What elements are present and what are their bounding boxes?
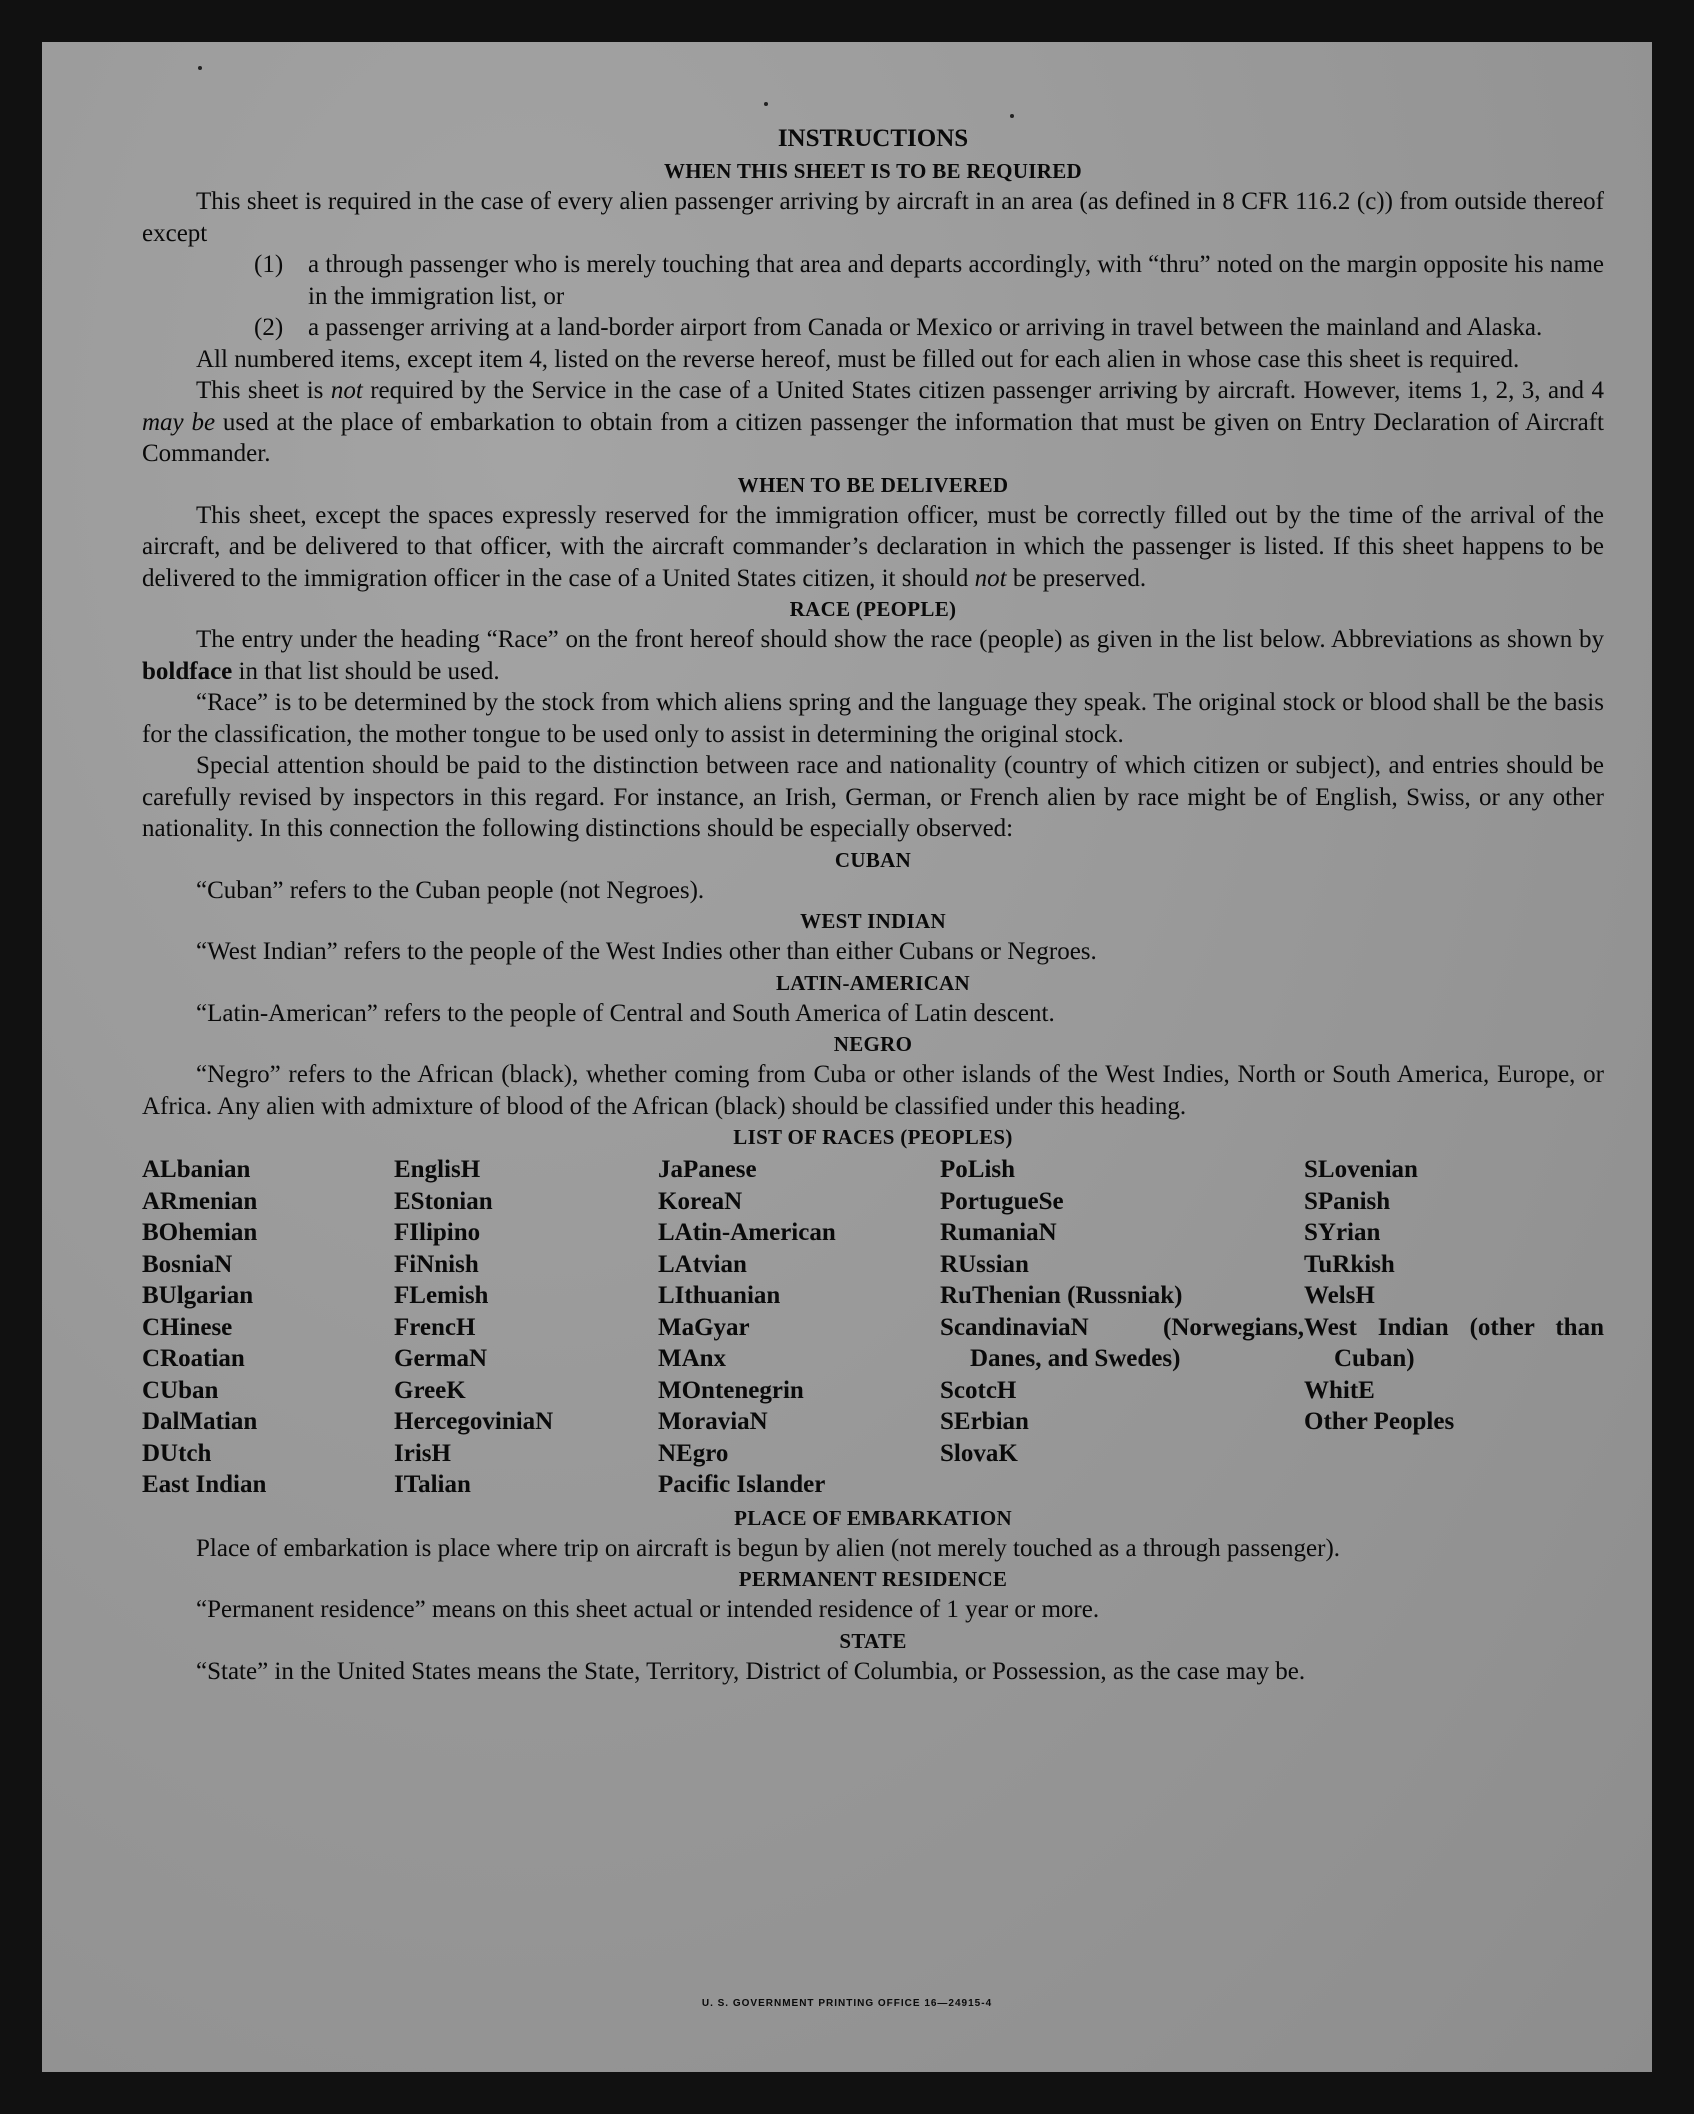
race-entry: ITalian [394,1471,471,1498]
bold-text: boldface [142,657,233,685]
race-entry: IrisH [394,1439,451,1467]
race-entry: TuRkish [1304,1250,1395,1278]
race-entry: FrencH [394,1313,476,1341]
heading-west-indian: WEST INDIAN [800,909,946,933]
list-item [254,249,1604,312]
emphasis: not [974,564,1007,592]
paragraph: “Race” is to be determined by the stock from which aliens spring and the language they speak. The original stock or blood shall be the basis for the classification, the mother tongue to be used only to assist in determining the original stock. [142,689,1604,748]
text-run: in that list should be used. [232,657,500,685]
heading-permanent-residence: PERMANENT RESIDENCE [738,1567,1008,1591]
race-entry: FiNnish [394,1250,479,1278]
dust-speck [764,102,768,106]
races-column [940,1154,1304,1501]
emphasis: may be [142,408,216,436]
races-column [142,1154,394,1501]
race-entry: SErbian [940,1408,1029,1435]
race-entry: ScandinaviaN (Norwegians, Danes, and Swedes) [940,1313,1304,1372]
item-text: a through passenger who is merely touching that area and departs accordingly, with “thru” noted on the margin opposite his name in the immigration list, or [308,251,1604,310]
page-title: INSTRUCTIONS [777,125,969,152]
text-run: The entry under the heading “Race” on the front hereof should show the race (people) as given in the list below. Abbreviations as shown by [196,626,1604,653]
paragraph: “Latin-American” refers to the people of Central and South America of Latin descent. [196,999,1055,1027]
races-column [394,1154,658,1501]
race-entry: HercegoviniaN [394,1408,554,1435]
race-entry: CRoatian [142,1345,245,1372]
heading-when-required: WHEN THIS SHEET IS TO BE REQUIRED [663,159,1082,183]
race-entry: RuThenian (Russniak) [940,1282,1183,1309]
paragraph [142,500,1604,595]
race-entry: MaGyar [658,1313,750,1341]
race-entry: WhitE [1304,1376,1375,1404]
paragraph: “West Indian” refers to the people of the West Indies other than either Cubans or Negroes. [196,938,1097,965]
race-entry: SlovaK [940,1439,1018,1467]
paragraph: “Cuban” refers to the Cuban people (not Negroes). [196,876,705,904]
dust-speck [1010,114,1014,118]
race-entry: PortugueSe [940,1187,1064,1215]
text-run: required by the Service in the case of a United States citizen passenger arriving by aircraft. However, items 1, 2, 3, and 4 [362,377,1604,404]
race-entry: GermaN [394,1345,488,1372]
text-run: used at the place of embarkation to obtain from a citizen passenger the information that must be given on Entry Declaration of Aircraft Commander. [142,408,1605,467]
race-entry: BOhemian [142,1219,258,1246]
race-entry: WelsH [1304,1282,1375,1309]
paragraph [142,624,1604,687]
paragraph: “State” in the United States means the State, Territory, District of Columbia, or Possession, as the case may be. [196,1657,1306,1685]
item-text: a passenger arriving at a land-border airport from Canada or Mexico or arriving in travel between the mainland and Alaska. [308,314,1543,341]
race-entry: West Indian (other than Cuban) [1304,1313,1604,1372]
race-entry: FLemish [394,1282,489,1309]
race-entry: BUlgarian [142,1282,254,1309]
document-sheet [42,42,1652,2072]
race-entry: LAtin-American [658,1219,836,1246]
race-entry: FIlipino [394,1219,481,1246]
item-number: (2) [254,314,284,341]
race-entry: RumaniaN [940,1219,1057,1246]
race-entry: Other Peoples [1304,1408,1455,1435]
race-entry: ScotcH [940,1376,1017,1404]
races-column [1304,1154,1604,1501]
race-entry: KoreaN [658,1187,743,1215]
race-entry: MAnx [658,1345,727,1372]
race-entry: SLovenian [1304,1156,1418,1183]
races-column [658,1154,940,1501]
race-entry: EnglisH [394,1156,481,1183]
item-number: (1) [254,251,284,278]
race-entry: LIthuanian [658,1282,781,1309]
heading-cuban: CUBAN [834,847,912,872]
paragraph: All numbered items, except item 4, listed on the reverse hereof, must be filled out for each alien in whose case this sheet is required. [196,345,1520,373]
emphasis: not [330,377,363,404]
race-entry: East Indian [142,1471,267,1498]
race-entry: ALbanian [142,1156,251,1183]
race-entry: PoLish [940,1156,1016,1183]
race-entry: JaPanese [658,1156,757,1183]
paragraph [142,375,1604,470]
heading-embarkation: PLACE OF EMBARKATION [734,1505,1012,1530]
text-run: This sheet is [196,377,331,404]
heading-race: RACE (PEOPLE) [789,597,957,621]
instructions-body [142,122,1604,1687]
race-entry: Pacific Islander [658,1471,826,1498]
list-item [254,312,1604,344]
race-entry: ARmenian [142,1187,258,1215]
race-entry: SPanish [1304,1187,1391,1215]
dust-speck [198,66,202,70]
paragraph: Place of embarkation is place where trip on aircraft is begun by alien (not merely touched as a through passenger). [196,1534,1341,1562]
heading-state: STATE [839,1628,907,1653]
heading-when-delivered: WHEN TO BE DELIVERED [737,472,1009,497]
text-run: This sheet, except the spaces expressly reserved for the immigration officer, must be correctly filled out by the time of the arrival of the aircraft, and be delivered to that officer, with the aircraft commander’s declaration in which the passenger is listed. If this sheet happens to be delivered to the immigration officer in the case of a United States citizen, it should [142,501,1604,592]
paragraph: Special attention should be paid to the distinction between race and nationality (country of which citizen or subject), and entries should be carefully revised by inspectors in this regard. For instance, an Irish, German, or French alien by race might be of English, Swiss, or any other nationality. In this connection the following distinctions should be especially observed: [142,752,1604,842]
race-entry: BosniaN [142,1250,233,1278]
paragraph: “Negro” refers to the African (black), whether coming from Cuba or other islands of the West Indies, North or South America, Europe, or Africa. Any alien with admixture of blood of the African (black) should be classified under this heading. [142,1061,1604,1120]
race-entry: LAtvian [658,1250,747,1278]
race-entry: CHinese [142,1313,233,1341]
race-entry: MOntenegrin [658,1376,804,1404]
paragraph: This sheet is required in the case of every alien passenger arriving by aircraft in an area (as defined in 8 CFR 116.2 (c)) from outside thereof except [142,188,1604,247]
heading-latin-american: LATIN-AMERICAN [776,970,970,995]
race-entry: SYrian [1304,1219,1381,1246]
paragraph: “Permanent residence” means on this sheet actual or intended residence of 1 year or more. [196,1596,1100,1623]
heading-negro: NEGRO [833,1032,913,1056]
race-entry: EStonian [394,1187,493,1215]
race-entry: DalMatian [142,1408,258,1435]
races-list [142,1154,1604,1501]
race-entry: MoraviaN [658,1408,768,1435]
race-entry: NEgro [658,1439,729,1467]
race-entry: RUssian [940,1250,1029,1278]
heading-list-of-races: LIST OF RACES (PEOPLES) [733,1125,1013,1149]
race-entry: CUban [142,1376,219,1404]
race-entry: GreeK [394,1376,466,1404]
text-run: be preserved. [1006,564,1147,592]
race-entry: DUtch [142,1439,212,1467]
printing-office-imprint: U. S. GOVERNMENT PRINTING OFFICE 16—24915-4 [701,1998,993,2009]
